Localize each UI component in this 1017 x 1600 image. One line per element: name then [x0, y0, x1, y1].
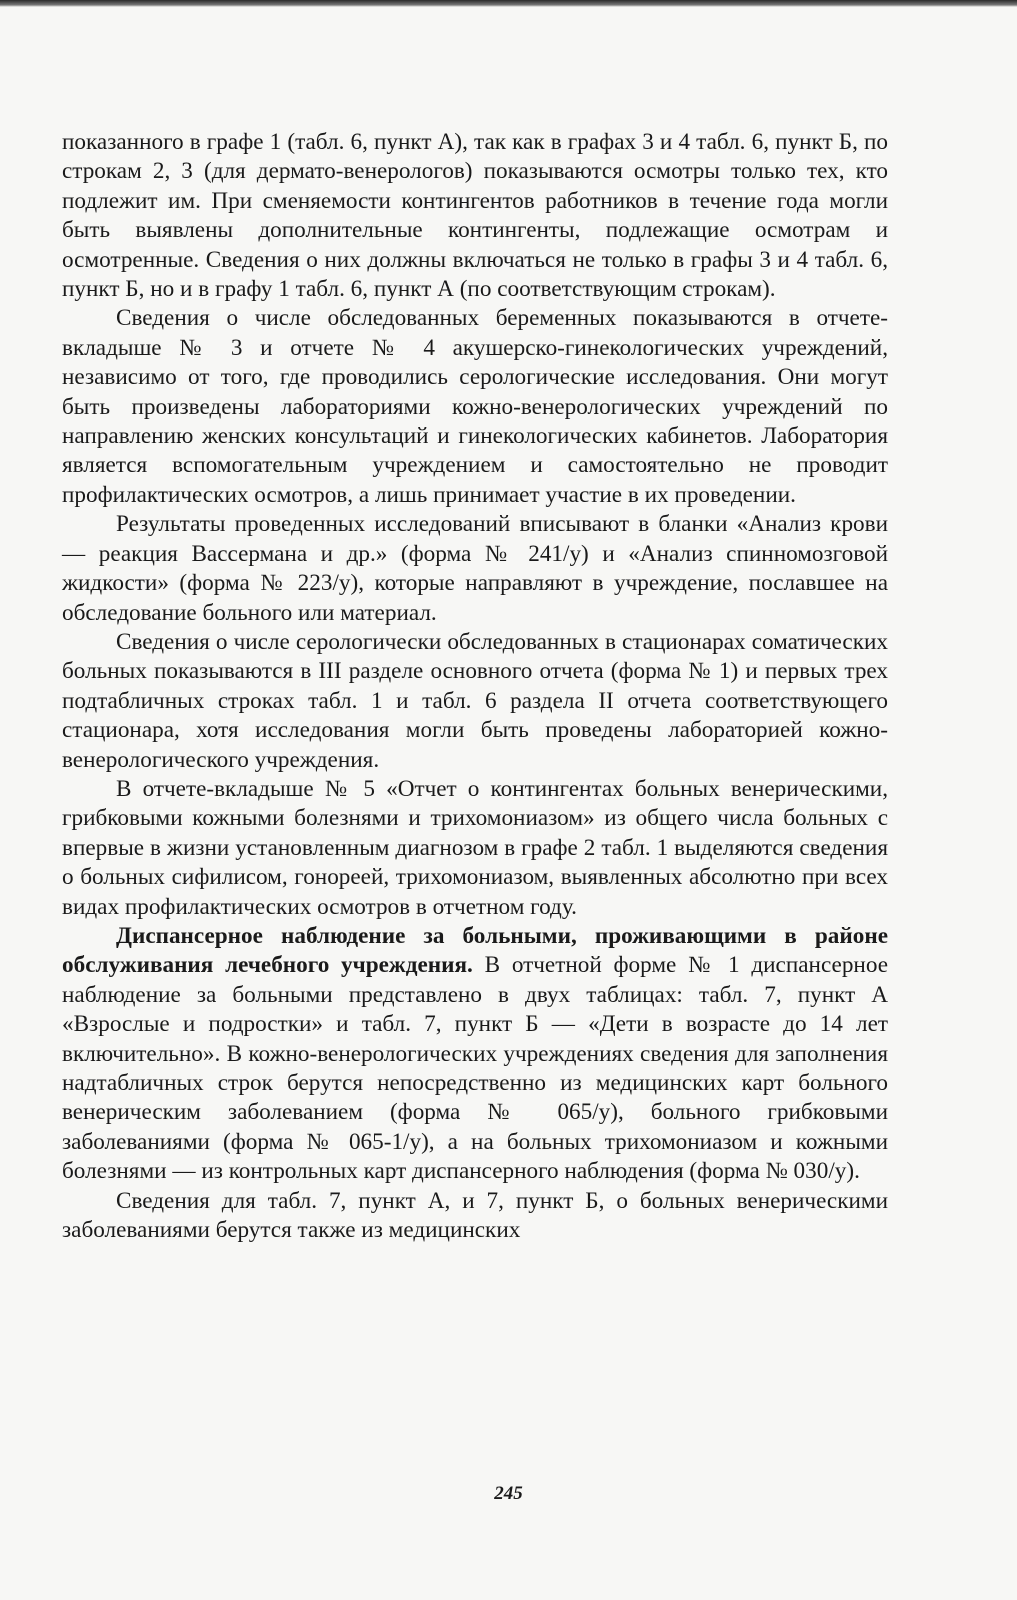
paragraph-text: Сведения для табл. 7, пункт А, и 7, пункт Б, о больных венерическими заболеваниями берутся также из медицинских	[62, 1187, 888, 1244]
paragraph-3	[62, 510, 888, 628]
paragraph-4	[62, 628, 888, 775]
page-body	[62, 128, 888, 1245]
page-number: 245	[494, 1483, 523, 1504]
paragraph-text: Сведения о числе обследованных беременных показываются в отчете-вкладыше № 3 и отчете № 4 акушерско-гинекологических учреждений, независимо от того, где проводились серологические исследования. Они могут быть произведены лабораториями кожно-венерологических учреждений по направлению женских консультаций и гинекологических кабинетов. Лаборатория является вспомогательным учреждением и самостоятельно не проводит профилактических осмотров, а лишь принимает участие в их проведении.	[62, 305, 888, 508]
paragraph-1	[62, 128, 888, 304]
paragraph-5	[62, 775, 888, 922]
paragraph-text: Результаты проведенных исследований вписывают в бланки «Анализ крови — реакция Вассермана и др.» (форма № 241/у) и «Анализ спинномозговой жидкости» (форма № 223/у), которые направляют в учреждение, пославшее на обследование больного или материал.	[62, 511, 888, 626]
paragraph-2	[62, 304, 888, 510]
paragraph-text: показанного в графе 1 (табл. 6, пункт А), так как в графах 3 и 4 табл. 6, пункт Б, по строкам 2, 3 (для дермато-венерологов) показываются осмотры только тех, кто подлежит им. При сменяемости контингентов работников в течение года могли быть выявлены дополнительные контингенты, подлежащие осмотрам и осмотренные. Сведения о них должны включаться не только в графы 3 и 4 табл. 6, пункт Б, но и в графу 1 табл. 6, пункт А (по соответствующим строкам).	[62, 129, 888, 303]
paragraph-7	[62, 1187, 888, 1246]
section-heading: Диспансерное наблюдение за больными, проживающими в районе обслуживания лечебного учреждения.	[62, 922, 888, 979]
paragraph-6	[62, 922, 888, 1187]
paragraph-text: Сведения о числе серологически обследованных в стационарах соматических больных показываются в III разделе основного отчета (форма № 1) и первых трех подтабличных строках табл. 1 и табл. 6 раздела II отчета соответствующего стационара, хотя исследования могли быть проведены лабораторией кожно-венерологического учреждения.	[62, 628, 888, 773]
top-border	[0, 0, 1017, 7]
paragraph-text: В отчетной форме № 1 диспансерное наблюдение за больными представлено в двух таблицах: табл. 7, пункт А «Взрослые и подростки» и табл. 7, пункт Б — «Дети в возрасте до 14 лет включительно». В кожно-венерологических учреждениях сведения для заполнения надтабличных строк берутся непосредственно из медицинских карт больного венерическим заболеванием (форма № 065/у), больного грибковыми заболеваниями (форма № 065-1/у), а на больных трихомониазом и кожными болезнями — из контрольных карт диспансерного наблюдения (форма № 030/у).	[62, 952, 888, 1185]
paragraph-text: В отчете-вкладыше № 5 «Отчет о контингентах больных венерическими, грибковыми кожными болезнями и трихомониазом» из общего числа больных с впервые в жизни установленным диагнозом в графе 2 табл. 1 выделяются сведения о больных сифилисом, гонореей, трихомониазом, выявленных абсолютно при всех видах профилактических осмотров в отчетном году.	[62, 775, 888, 920]
